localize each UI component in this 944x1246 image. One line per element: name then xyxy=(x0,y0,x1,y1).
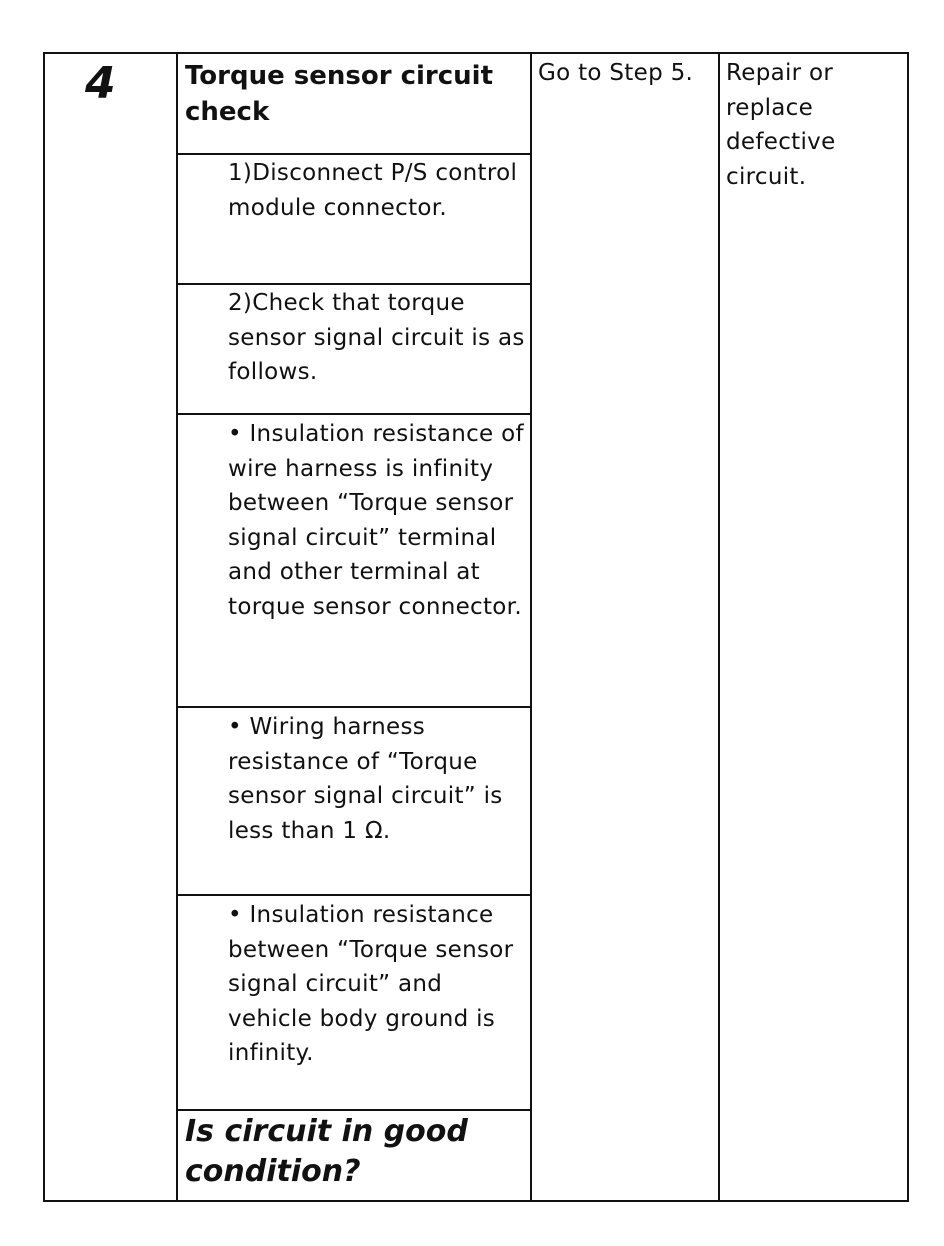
row-divider xyxy=(176,153,532,155)
no-action: Repair or replace defective circuit. xyxy=(726,60,836,190)
row-divider xyxy=(176,706,532,708)
step-title: Torque sensor circuit check xyxy=(185,61,494,127)
diagnostic-step-table xyxy=(43,52,909,1202)
row-divider xyxy=(176,1109,532,1111)
procedure-insulation-terminal: • Insulation resistance of wire harness is infinity between “Torque sensor signal circuit” terminal and other terminal at torque sensor connector. xyxy=(228,421,524,620)
row-divider xyxy=(176,413,532,415)
yes-action: Go to Step 5. xyxy=(538,60,694,86)
row-divider xyxy=(176,894,532,896)
step-question: Is circuit in good condition? xyxy=(185,1114,468,1189)
column-divider xyxy=(718,54,720,1200)
procedure-insulation-ground: • Insulation resistance between “Torque sensor signal circuit” and vehicle body ground is infinity. xyxy=(228,902,514,1066)
row-divider xyxy=(176,283,532,285)
procedure-disconnect: 1)Disconnect P/S control module connector. xyxy=(228,160,518,221)
procedure-harness-resistance: • Wiring harness resistance of “Torque sensor signal circuit” is less than 1 Ω. xyxy=(228,714,503,844)
column-divider xyxy=(176,54,178,1200)
procedure-check-circuit: 2)Check that torque sensor signal circuit is as follows. xyxy=(228,290,525,385)
step-number: 4 xyxy=(85,58,116,109)
